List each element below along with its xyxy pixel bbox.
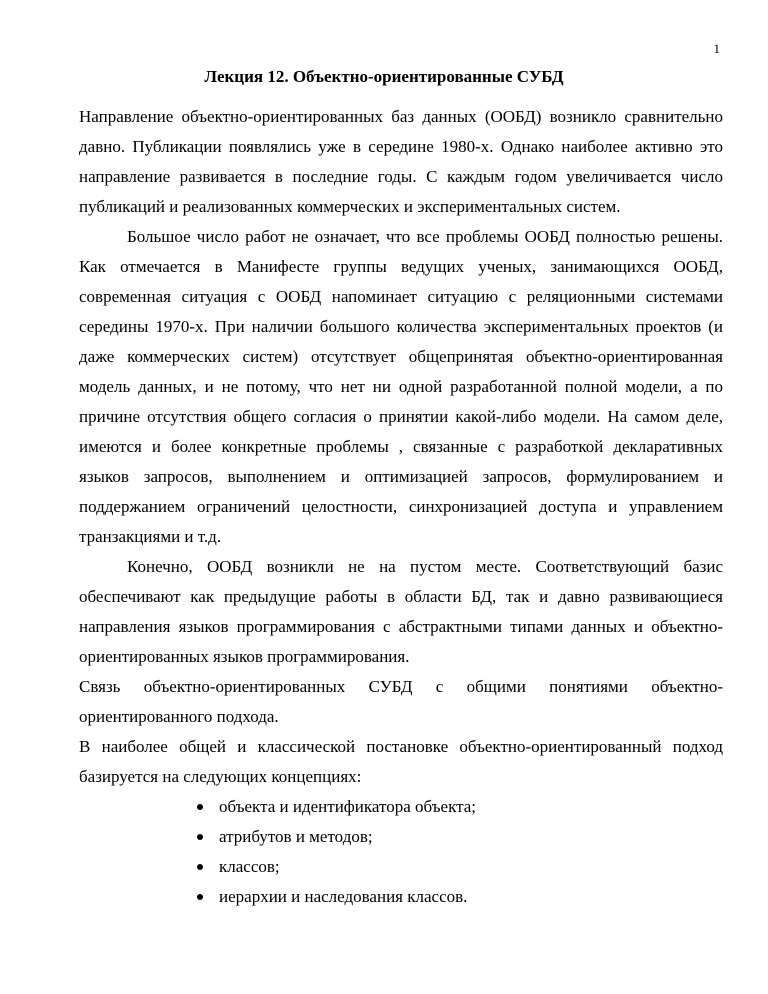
list-item — [197, 852, 723, 882]
list-item — [197, 882, 723, 912]
lecture-title: Лекция 12. Объектно-ориентированные СУБД — [204, 67, 564, 86]
list-item — [197, 792, 723, 822]
paragraph-problems: Большое число работ не означает, что все проблемы ООБД полностью решены. Как отмечается в Манифесте группы ведущих ученых, занимающихся ООБД, современная ситуация с ООБД напоминает ситуацию с реляционными системами середины 1970-х. При наличии большого количества экспериментальных проектов (и даже коммерческих систем) отсутствует общепринятая объектно-ориентированная модель данных, и не потому, что нет ни одной разработанной полной модели, а по причине отсутствия общего согласия о принятии какой-либо модели. На самом деле, имеются и более конкретные проблемы , связанные с разработкой декларативных языков запросов, выполнением и оптимизацией запросов, формулированием и поддержанием ограничений целостности, синхронизацией доступа и управлением транзакциями и т.д. — [79, 227, 723, 546]
list-item-text: объекта и идентификатора объекта; — [219, 797, 477, 816]
bullet-icon — [197, 804, 203, 810]
list-item — [197, 822, 723, 852]
paragraph-concepts-intro: В наиболее общей и классической постановке объектно-ориентированный подход базируется на следующих концепциях: — [79, 737, 723, 786]
paragraph-origins: Конечно, ООБД возникли не на пустом месте. Соответствующий базис обеспечивают как предыдущие работы в области БД, так и давно развивающиеся направления языков программирования с абстрактными типами данных и объектно-ориентированных языков программирования. — [79, 557, 723, 666]
paragraph-relation-heading: Связь объектно-ориентированных СУБД с общими понятиями объектно-ориентированного подхода. — [79, 677, 723, 726]
bullet-icon — [197, 894, 203, 900]
list-item-text: иерархии и наследования классов. — [219, 887, 468, 906]
concepts-list — [79, 792, 723, 912]
bullet-icon — [197, 834, 203, 840]
page-number: 1 — [713, 41, 720, 56]
body-text — [79, 102, 723, 912]
bullet-icon — [197, 864, 203, 870]
list-item-text: классов; — [219, 857, 280, 876]
paragraph-intro: Направление объектно-ориентированных баз данных (ООБД) возникло сравнительно давно. Публикации появлялись уже в середине 1980-х. Однако наиболее активно это направление развивается в последние годы. С каждым годом увеличивается число публикаций и реализованных коммерческих и экспериментальных систем. — [79, 107, 723, 216]
list-item-text: атрибутов и методов; — [219, 827, 373, 846]
